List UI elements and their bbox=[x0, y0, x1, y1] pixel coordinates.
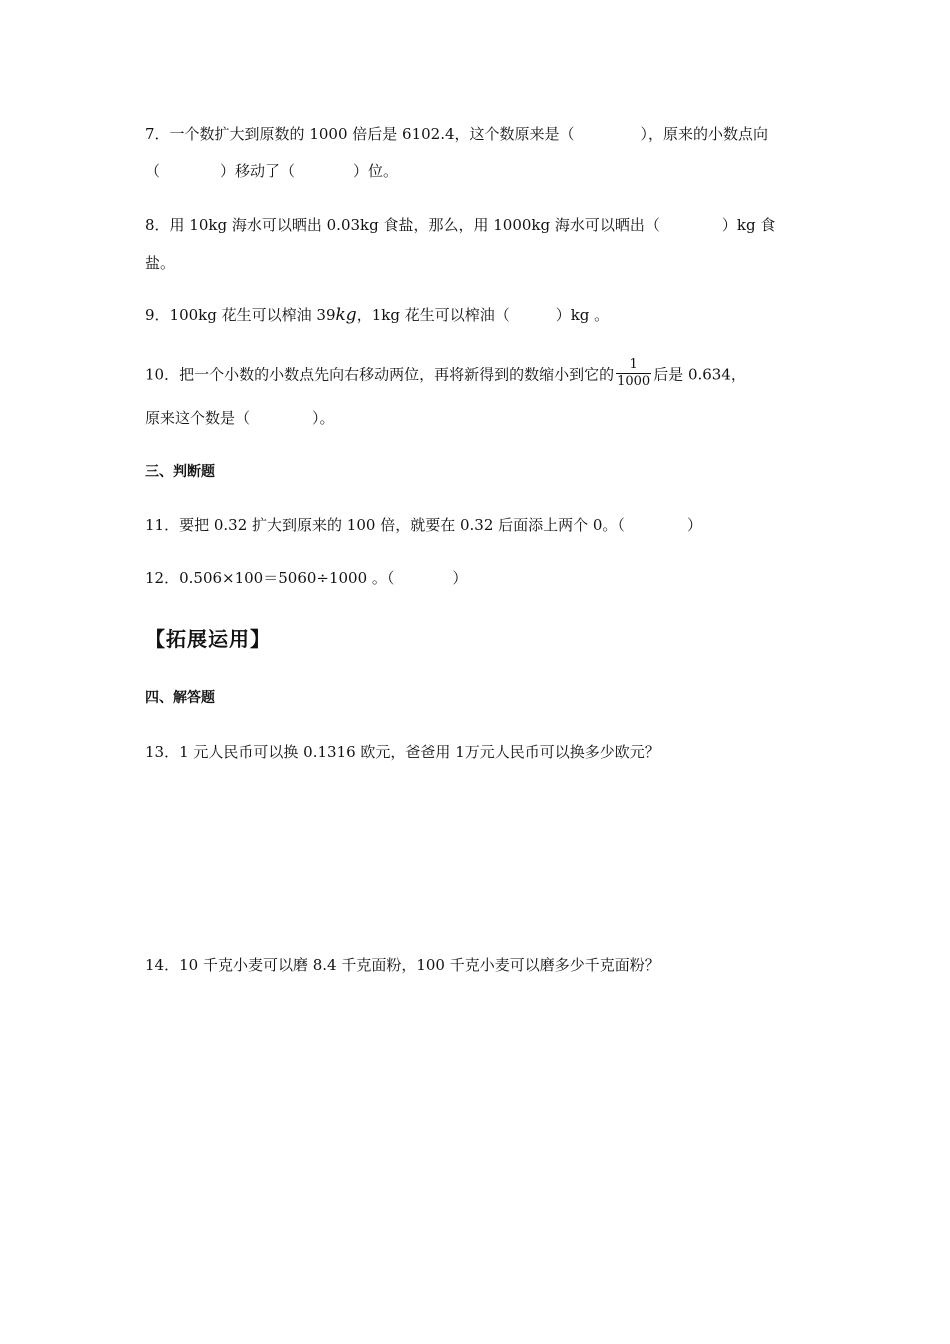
question-7-text-d: ）移动了（ bbox=[220, 162, 296, 180]
question-11-text-b: ） bbox=[686, 516, 702, 534]
question-10-text-d: ）。 bbox=[312, 409, 335, 427]
question-14: 14．10 千克小麦可以磨 8.4 千克面粉，100 千克小麦可以磨多少千克面粉？ bbox=[145, 956, 660, 974]
extension-heading: 【拓展运用】 bbox=[145, 627, 271, 651]
question-7-text-c: （ bbox=[145, 162, 161, 180]
question-9-unit: kg bbox=[335, 305, 357, 325]
section-3-heading: 三、判断题 bbox=[145, 464, 215, 480]
question-10-line-1 bbox=[145, 359, 746, 392]
question-12-text-a: 12．0.506×100＝5060÷1000 。（ bbox=[145, 569, 395, 587]
question-7-text-a: 7．一个数扩大到原数的 1000 倍后是 6102.4，这个数原来是（ bbox=[145, 125, 575, 143]
question-9 bbox=[145, 305, 609, 325]
question-8-line-1 bbox=[145, 215, 775, 235]
question-7-text-e: ）位。 bbox=[353, 162, 399, 180]
question-7-line-2 bbox=[145, 161, 398, 181]
question-7-line-1 bbox=[145, 124, 768, 144]
question-11-text-a: 11．要把 0.32 扩大到原来的 100 倍，就要在 0.32 后面添上两个 0。（ bbox=[145, 516, 625, 534]
question-10-text-b: 后是 0.634， bbox=[653, 365, 746, 384]
question-8-text-b: ）kg 食 bbox=[721, 216, 776, 234]
question-8-text-a: 8．用 10kg 海水可以晒出 0.03kg 食盐，那么，用 1000kg 海水可以晒出（ bbox=[145, 216, 660, 234]
question-9-text-a: 9．100kg 花生可以榨油 39 bbox=[145, 306, 336, 324]
question-8-line-2 bbox=[145, 253, 175, 273]
question-9-text-b: ，1kg 花生可以榨油（ bbox=[356, 306, 510, 324]
question-12-text-b: ） bbox=[452, 569, 468, 587]
question-13: 13．1 元人民币可以换 0.1316 欧元，爸爸用 1万元人民币可以换多少欧元？ bbox=[145, 743, 660, 761]
question-7-text-b: ），原来的小数点向 bbox=[640, 125, 769, 143]
fraction-numerator: 1 bbox=[616, 357, 651, 374]
fraction-denominator: 1000 bbox=[617, 374, 651, 389]
section-4-heading: 四、解答题 bbox=[145, 690, 215, 706]
question-12 bbox=[145, 568, 467, 588]
question-10-text-a: 10．把一个小数的小数点先向右移动两位，再将新得到的数缩小到它的 bbox=[145, 365, 615, 384]
question-10-line-2 bbox=[145, 408, 335, 428]
question-10-text-c: 原来这个数是（ bbox=[145, 409, 251, 427]
fraction bbox=[616, 357, 651, 390]
question-11 bbox=[145, 515, 702, 535]
question-8-text-c: 盐。 bbox=[145, 254, 176, 272]
question-9-text-c: ）kg 。 bbox=[555, 306, 610, 324]
